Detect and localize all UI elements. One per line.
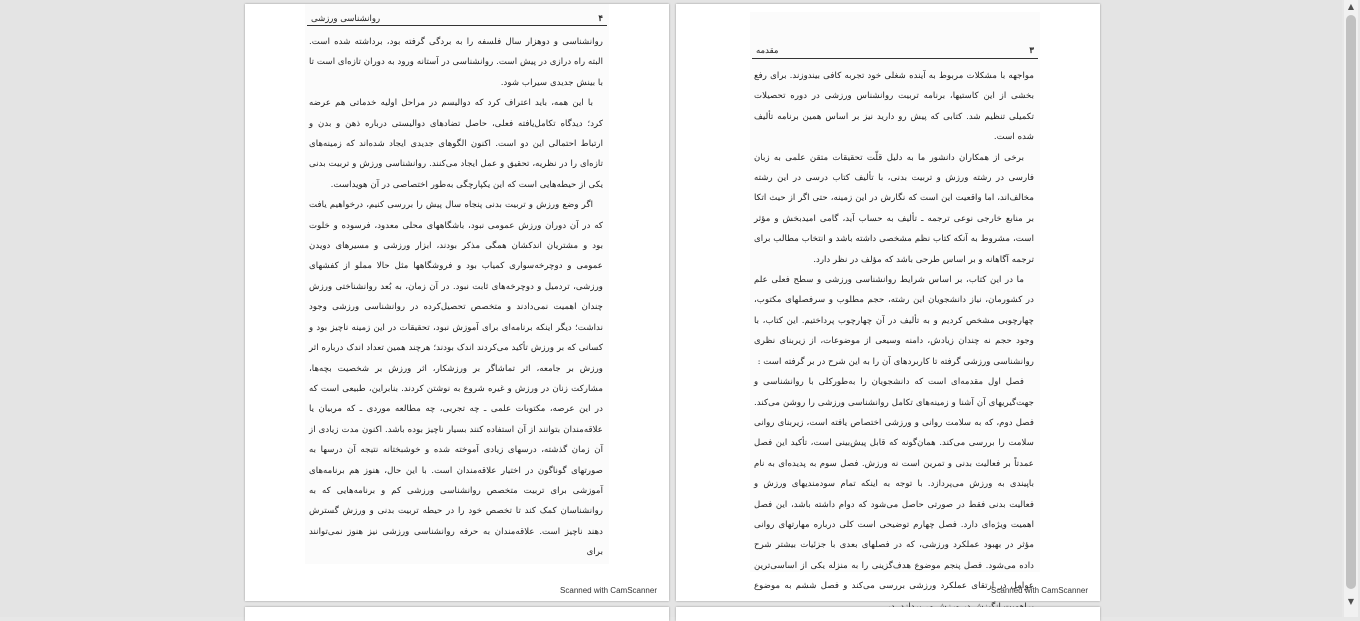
running-title: روانشناسی ورزشی: [311, 14, 381, 24]
paragraph: ما در این کتاب، بر اساس شرایط روانشناسی ورزشی و سطح فعلی علم در کشورمان، نیاز دانشجویان این رشته، حجم مطلوب و سرفصلهای مکتوب، چهارچوبی مشخص کردیم و به تألیف در آن چهارچوب پرداختیم. این کتاب، با وجود حجم نه چندان زیادش، دامنه وسیعی از موضوعات، از زیربنای نظری روانشناسی ورزشی گرفته تا کاربردهای آن را به این شرح در بر گرفته است :: [754, 275, 1034, 367]
scroll-up-arrow-icon[interactable]: ▲: [1347, 2, 1355, 11]
paragraph: مواجهه با مشکلات مربوط به آینده شغلی خود تجربه کافی بیندوزند. برای رفع بخشی از این کاستیها، برنامه تربیت روانشناس ورزشی در دوره تحصیلات تکمیلی تنظیم شد. کتابی که پیش رو دارید نیز بر اساس همین برنامه تألیف شده است.: [754, 71, 1034, 143]
scanner-watermark: Scanned with CamScanner: [991, 586, 1088, 595]
next-page-left: [245, 607, 669, 621]
page-header: [305, 4, 609, 24]
document-page-left: [245, 4, 669, 601]
paragraph: روانشناسی و دوهزار سال فلسفه را به بردگی گرفته بود، برداشته شده است. البته راه درازی در پیش است. روانشناسی در آستانه ورود به دوران تازه‌ای است تا با بینش جدیدی سیراب شود.: [309, 37, 603, 88]
paragraph: فصل اول مقدمه‌ای است که دانشجویان را به‌طورکلی با روانشناسی و جهت‌گیریهای آن آشنا و زمینه‌های تکامل روانشناسی ورزشی را روشن می‌کند. فصل دوم، که به سلامت روانی و ورزشی اختصاص یافته است، زیربنای روانی سلامت را بررسی می‌کند. همان‌گونه که قابل پیش‌بینی است، تأکید این فصل عمدتاً بر فعالیت بدنی و تمرین است نه ورزش. فصل سوم به پدیده‌ای به نام باپیندی به ورزش می‌پردازد. با توجه به اینکه تمام سودمندیهای ورزش و فعالیت بدنی فقط در صورتی حاصل می‌شود که دوام داشته باشد، این فصل اهمیت ویژه‌ای دارد. فصل چهارم توضیحی است کلی درباره مهارتهای روانی مؤثر در بهبود عملکرد ورزشی، که در فصلهای بعدی با جزئیات بیشتر شرح داده می‌شود. فصل پنجم موضوع هدف‌گزینی را به منزله یکی از اساسی‌ترین عوامل در ارتقای عملکرد ورزشی بررسی می‌کند و فصل ششم به موضوع: [754, 377, 1034, 592]
scrollbar-thumb[interactable]: [1346, 15, 1356, 589]
scanned-page-image: [750, 12, 1040, 592]
scanner-watermark: Scanned with CamScanner: [560, 586, 657, 595]
paragraph: اگر وضع ورزش و تربیت بدنی پنجاه سال پیش را بررسی کنیم، درخواهیم یافت که در آن دوران ورزش عمومی نبود، باشگاههای محلی معدود، فرسوده و خلوت بود و مشتریان اندکشان همگی مذکر بودند، ابزار ورزشی و مسیرهای دویدن عمومی و دوچرخه‌سواری کمیاب بود و فروشگاهها مثل حالا مملو از کفشهای ورزشی، تردمیل و دوچرخه‌های ثابت نبود. در آن زمان، به بُعد روانشناختی ورزش چندان اهمیت نمی‌دادند و متخصص تحصیل‌کرده در روانشناسی ورزشی وجود نداشت؛ دیگر اینکه برنامه‌ای برای آموزش نبود، تحقیقات در این زمینه ناچیز بود و کسانی که بر ورزش تأکید می‌کردند اندک بودند؛ هرچند همین تعداد اندک درباره اثر ورزش بر جامعه، اثر تماشاگر بر ورزشکار، اثر ورزش بر شخصیت بچه‌ها، مشارکت زنان در ورزش و غیره شروع به نوشتن کردند. بنابراین، طبیعی است که در این عرصه، مکتوبات علمی ـ چه تجربی، چه مطالعه موردی ـ که مربیان یا علاقه‌مندان بتوانند از آن استفاده کنند بسیار ناچیز بوده باشد. اکنون مدت زیادی از آن زمان گذشته، درسهای زیادی آموخته شده و خوشبختانه نتیجه آن درسها به صورتهای گوناگون در اختیار علاقه‌مندان است. با این حال، هنوز هم برنامه‌های آموزشی برای تربیت متخصص روانشناسی ورزشی کم و برنامه‌هایی که به روانشناسان کمک کند تا تخصص خود را در حیطه تربیت بدنی و ورزش گسترش دهند ناچیز است. علاقه‌مندان به حرفه روانشناسی ورزشی نیز هنوز نمی‌توانند برای: [309, 200, 603, 558]
page-header: [750, 36, 1040, 56]
page-number: ۴: [598, 14, 603, 24]
page-body-text: [309, 32, 603, 563]
next-page-right: [676, 607, 1100, 621]
document-page-right: [676, 4, 1100, 601]
header-rule: [752, 58, 1038, 59]
paragraph: با این همه، باید اعتراف کرد که دوالیسم در مراحل اولیه خدماتی هم عرضه کرد؛ دیدگاه تکامل‌یافته فعلی، حاصل تضادهای دوالیستی درباره ذهن و بدن و ارتباط احتمالی این دو است. اکنون الگوهای جدیدی ایجاد شده‌اند که زمینه‌های تازه‌ای را در نظریه، تحقیق و عمل ایجاد می‌کنند. روانشناسی ورزش و تربیت بدنی یکی از حیطه‌هایی است که این یکپارچگی به‌طور اختصاصی در آن هویداست.: [309, 98, 603, 190]
running-title: مقدمه: [756, 46, 779, 56]
scroll-down-arrow-icon[interactable]: ▼: [1347, 597, 1355, 606]
vertical-scrollbar[interactable]: [1344, 0, 1358, 617]
scanned-page-image: [305, 4, 609, 564]
header-rule: [307, 25, 607, 26]
page-body-text: [754, 66, 1034, 617]
paragraph: برخی از همکاران دانشور ما به دلیل قلّت تحقیقات متقن علمی به زبان فارسی در رشته ورزش و تربیت بدنی، با تألیف کتاب درسی در این رشته مخالف‌اند، اما واقعیت این است که نگارش در این زمینه، حتی اگر از حیث اتکا بر منابع خارجی نوعی ترجمه ـ تألیف به حساب آید، گامی امیدبخش و مؤثر است، مشروط به آنکه کتاب نظم مشخصی داشته باشد و انتخاب مطالب برای ترجمه آگاهانه و بر اساس طرحی باشد که مؤلف در نظر دارد.: [754, 152, 1034, 265]
page-number: ۳: [1029, 46, 1034, 56]
